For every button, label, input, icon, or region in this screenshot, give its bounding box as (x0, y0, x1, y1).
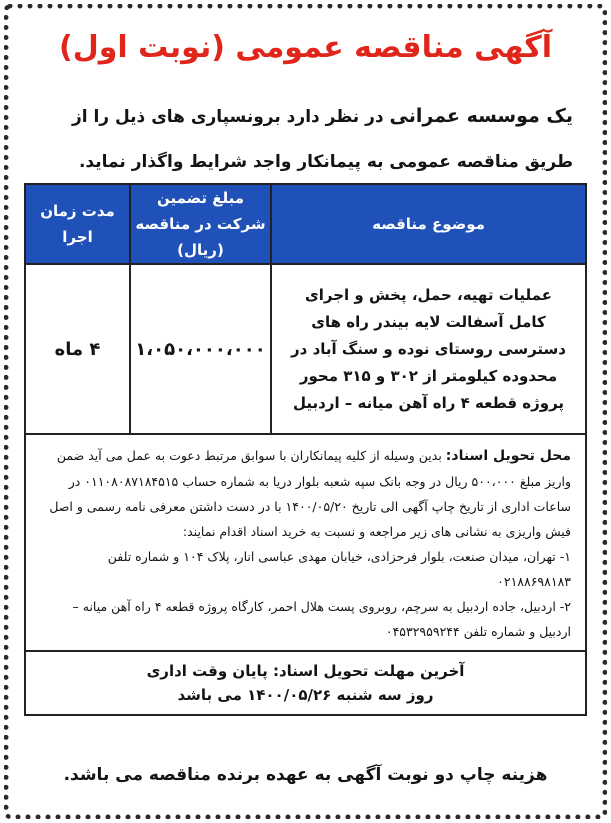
documents-paragraph (40, 443, 571, 544)
documents-cell (25, 434, 586, 651)
documents-row (25, 434, 586, 651)
deadline-row (25, 651, 586, 715)
address-tehran: ۱- تهران، میدان صنعت، بلوار فرحزادی، خیابان مهدی عباسی انار، پلاک ۱۰۴ و شماره تلفن ۰۲۱۸۸۶۹۸۱۸۳ (107, 549, 571, 589)
intro-emphasis: یک موسسه عمرانی (389, 105, 573, 127)
cell-subject: عملیات تهیه، حمل، پخش و اجرای کامل آسفالت لایه بیندر راه های دسترسی روستای نوده و سنگ آباد در محدوده کیلومتر از ۳۰۲ و ۳۱۵ محور پروژه قطعه ۴ راه آهن میانه – اردبیل (271, 264, 586, 434)
documents-text: بدین وسیله از کلیه پیمانکاران با سوابق مرتبط دعوت به عمل می آید ضمن واریز مبلغ ۵۰۰،۰۰۰ ریال در وجه بانک سپه شعبه بلوار دریا به شماره حساب ۰۱۱۰۸۰۸۷۱۸۴۵۱۵ در ساعات اداری از تاریخ چاپ آگهی الی تاریخ ۱۴۰۰/۰۵/۲۰ با در دست داشتن معرفی نامه رسمی و اصل فیش واریزی به نشانی های زیر مراجعه و نسبت به خرید اسناد اقدام نمایند: (49, 448, 571, 539)
footer-note: هزینه چاپ دو نوبت آگهی به عهده برنده مناقصه می باشد. (63, 765, 548, 785)
tender-table (24, 183, 587, 716)
notice-title: آگهی مناقصه عمومی (نوبت اول) (59, 30, 552, 65)
deadline-cell (25, 651, 586, 715)
cell-duration: ۴ ماه (25, 264, 130, 434)
address-ardabil: ۲- اردبیل، جاده اردبیل به سرچم، روبروی پست هلال احمر، کارگاه پروژه قطعه ۴ راه آهن میانه – اردبیل و شماره تلفن ۰۴۵۳۲۹۵۹۲۴۴ (72, 599, 571, 639)
header-subject: موضوع مناقصه (271, 184, 586, 264)
cell-amount: ۱،۰۵۰،۰۰۰،۰۰۰ (130, 264, 271, 434)
intro-text: در نظر دارد برونسپاری های ذیل را از طریق مناقصه عمومی به پیمانکار واجد شرایط واگذار نماید. (71, 107, 573, 172)
table-header-row (25, 184, 586, 264)
table-row (25, 264, 586, 434)
deadline-line-2: روز سه شنبه ۱۴۰۰/۰۵/۲۶ می باشد (177, 686, 434, 704)
header-duration: مدت زمان اجرا (25, 184, 130, 264)
documents-label: محل تحویل اسناد: (445, 448, 571, 464)
deadline-line-1: آخرین مهلت تحویل اسناد: پایان وقت اداری (146, 662, 465, 680)
intro-paragraph (33, 94, 573, 185)
header-amount: مبلغ تضمین شرکت در مناقصه (ریال) (130, 184, 271, 264)
